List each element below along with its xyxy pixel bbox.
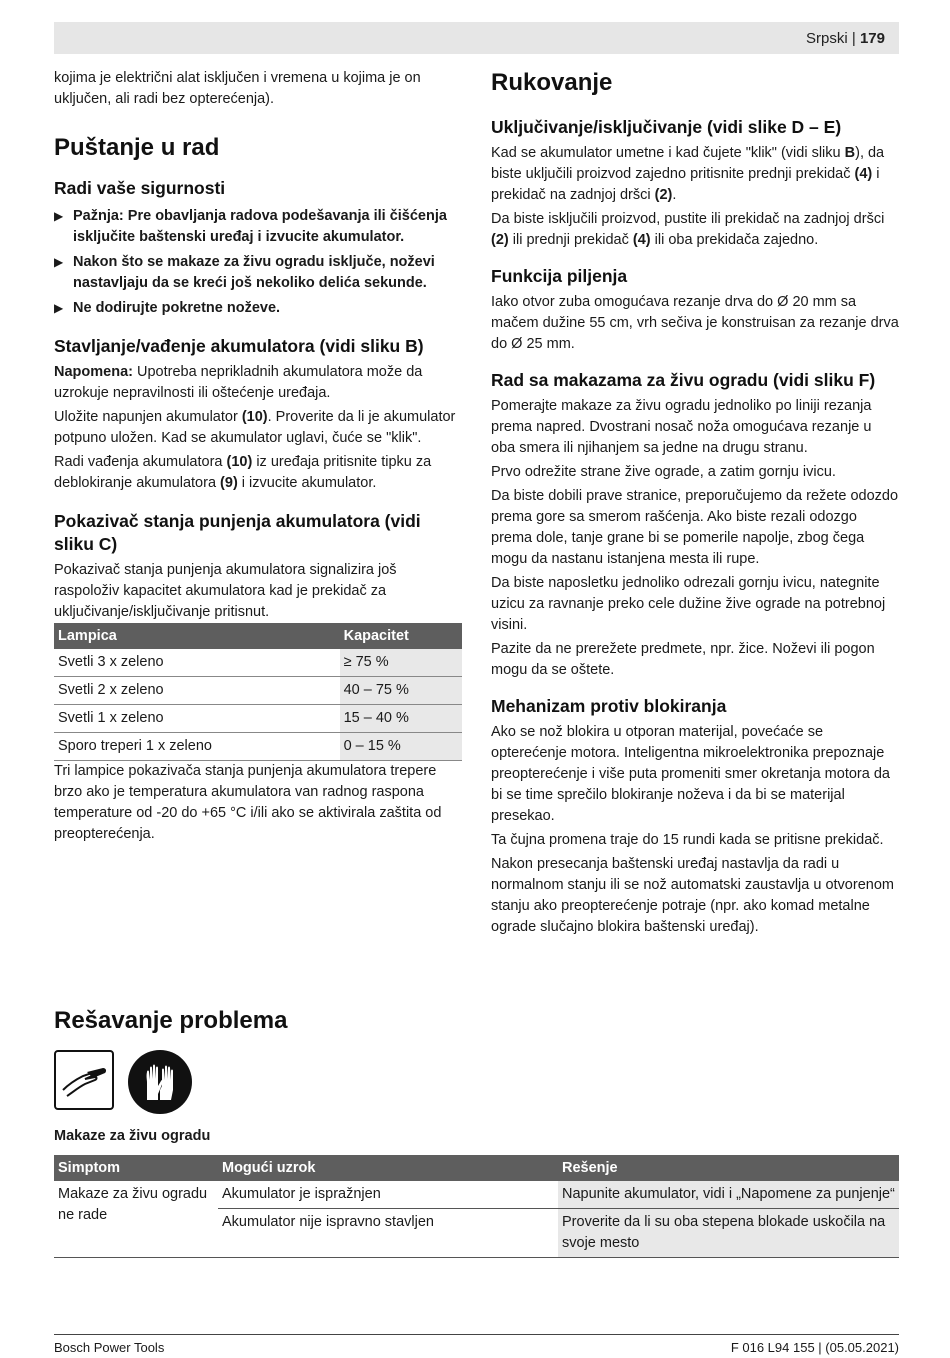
- table-row: [54, 1181, 899, 1209]
- troubleshooting-section: [54, 1006, 899, 1258]
- hand-touch-icon: [54, 1050, 114, 1110]
- switch-off-text: Da biste isključili proizvod, pustite ili prekidač na zadnjoj dršci (2) ili prednji prekidač (4) ili oba prekidača zajedno.: [491, 211, 885, 248]
- table-row: Svetli 2 x zeleno 40 – 75 %: [54, 677, 462, 705]
- triangle-bullet-icon: ▶: [54, 255, 64, 269]
- col-header-cause: Mogući uzrok: [218, 1155, 558, 1181]
- page-number: 179: [859, 30, 885, 47]
- heading-troubleshooting: Rešavanje problema: [54, 1007, 288, 1034]
- battery-note: Napomena: Upotreba neprikladnih akumulatora može da uzrokuje nepravilnosti ili oštećenje uređaja.: [54, 364, 423, 401]
- solution-cell: Proverite da li su oba stepena blokade uskočila na svoje mesto: [558, 1209, 899, 1258]
- antiblock-text-3: Nakon presecanja baštenski uređaj nastavlja da radi u normalnom stanju ili se nož automatski zaustavlja u otvorenom stanju ako preopterećenje potraje (npr. ako komad metalne ograde slučajno blokira baštenski uređaj).: [491, 856, 894, 935]
- triangle-bullet-icon: ▶: [54, 301, 64, 315]
- heading-work: Rad sa makazama za živu ogradu (vidi sliku F): [491, 370, 876, 390]
- flash-text: Tri lampice pokazivača stanja punjenja akumulatora trepere brzo ako je temperatura akumulatora van radnog raspona temperature od -20 do +65 °C i/ili ako se aktivirala zaštita od preopterećenja.: [54, 763, 442, 842]
- heading-indicator: Pokazivač stanja punjenja akumulatora (vidi sliku C): [54, 511, 421, 554]
- right-column: [491, 68, 899, 941]
- cause-cell: Akumulator je ispražnjen: [218, 1181, 558, 1209]
- heading-start: Puštanje u rad: [54, 134, 220, 161]
- heading-antiblock: Mehanizam protiv blokiranja: [491, 696, 727, 716]
- heading-safety: Radi vaše sigurnosti: [54, 178, 226, 198]
- cause-cell: Akumulator nije ispravno stavljen: [218, 1209, 558, 1258]
- heading-battery: Stavljanje/vađenje akumulatora (vidi sliku B): [54, 336, 424, 356]
- col-header-solution: Rešenje: [558, 1155, 899, 1181]
- heading-handling: Rukovanje: [491, 69, 613, 96]
- header-language: Srpski: [806, 30, 848, 47]
- saw-text: Iako otvor zuba omogućava rezanje drva do Ø 20 mm sa mačem dužine 55 cm, vrh sečiva je konstruisan za rezanje drva do Ø 25 mm.: [491, 294, 899, 352]
- left-column: [54, 68, 462, 848]
- battery-remove: Radi vađenja akumulatora (10) iz uređaja pritisnite tipku za deblokiranje akumulatora (9) i izvucite akumulator.: [54, 454, 432, 491]
- table-row: Svetli 1 x zeleno 15 – 40 %: [54, 705, 462, 733]
- switch-on-text: Kad se akumulator umetne i kad čujete "klik" (vidi sliku B), da biste uključili proizvod zajedno pritisnite prednji prekidač (4) i prekidač na zadnjoj dršci (2).: [491, 145, 885, 203]
- work-text-5: Pazite da ne prerežete predmete, npr. žice. Noževi ili pogon mogu da se oštete.: [491, 641, 875, 678]
- heading-onoff: Uključivanje/isključivanje (vidi slike D – E): [491, 117, 842, 137]
- device-subtitle: Makaze za živu ogradu: [54, 1128, 211, 1144]
- col-header-symptom: Simptom: [54, 1155, 218, 1181]
- heading-saw: Funkcija piljenja: [491, 266, 628, 286]
- symptom-cell: Makaze za živu ogradu ne rade: [54, 1181, 218, 1258]
- indicator-text: Pokazivač stanja punjenja akumulatora signalizira još raspoloživ kapacitet akumulatora kad je prekidač za uključivanje/isključivanje pritisnut.: [54, 562, 397, 620]
- capacity-table: [54, 623, 462, 761]
- protective-gloves-icon: [128, 1050, 192, 1114]
- antiblock-text-1: Ako se nož blokira u otporan materijal, povećaće se opterećenje motora. Inteligentna mikroelektronika prepoznaje preopterećenje i više puta promeniti smer okretanja motora da bi se time sprečilo blokiranje noževa i da bi se materijal presekao.: [491, 724, 890, 824]
- work-text-4: Da biste naposletku jednoliko odrezali gornju ivicu, nategnite uzicu za ravnanje preko cele dužine žive ograde na potrebnoj visini.: [491, 575, 886, 633]
- intro-text: kojima je električni alat isključen i vremena u kojima je on uključen, ali radi bez opterećenja).: [54, 70, 421, 107]
- antiblock-text-2: Ta čujna promena traje do 15 rundi kada se pritisne prekidač.: [491, 832, 884, 848]
- safety-list: [54, 206, 462, 319]
- safety-item: ▶ Nakon što se makaze za živu ogradu isključe, noževi nastavljaju da se kreći još nekoliko delića sekunde.: [54, 254, 435, 291]
- work-text-2: Prvo odrežite strane žive ograde, a zatim gornju ivicu.: [491, 464, 836, 480]
- page-footer: [54, 1334, 899, 1358]
- safety-item: ▶ Ne dodirujte pokretne noževe.: [54, 298, 462, 319]
- work-text-1: Pomerajte makaze za živu ogradu jednoliko po liniji rezanja prema napred. Dvostrani nosač noža omogućava rezanje u oba smera ili njihanjem sa jedne na drugu stranu.: [491, 398, 872, 456]
- table-row: Svetli 3 x zeleno ≥ 75 %: [54, 649, 462, 677]
- safety-item: ▶ Pažnja: Pre obavljanja radova podešavanja ili čišćenja isključite baštenski uređaj i izvucite akumulator.: [54, 208, 447, 245]
- troubleshooting-table: [54, 1155, 899, 1258]
- col-header-lamp: Lampica: [54, 623, 340, 649]
- battery-insert: Uložite napunjen akumulator (10). Proverite da li je akumulator potpuno uložen. Kad se akumulator uglavi, čuće se "klik".: [54, 409, 456, 446]
- work-text-3: Da biste dobili prave stranice, preporučujemo da režete odozdo prema gore sa smerom rašćenja. Ako biste rezali odozgo prema dole, tanje grane bi se pomerile napolje, zbog čega mogu da nastanu istanjena mesta ili rupe.: [491, 488, 899, 567]
- triangle-bullet-icon: ▶: [54, 209, 64, 223]
- footer-brand: Bosch Power Tools: [54, 1340, 165, 1355]
- header-separator: |: [851, 30, 856, 47]
- safety-icons: [54, 1050, 899, 1114]
- col-header-capacity: Kapacitet: [340, 623, 462, 649]
- footer-doc-id: F 016 L94 155 | (05.05.2021): [730, 1340, 899, 1355]
- table-row: Sporo treperi 1 x zeleno 0 – 15 %: [54, 733, 462, 761]
- page-header: [54, 22, 899, 54]
- solution-cell: Napunite akumulator, vidi i „Napomene za punjenje“: [558, 1181, 899, 1209]
